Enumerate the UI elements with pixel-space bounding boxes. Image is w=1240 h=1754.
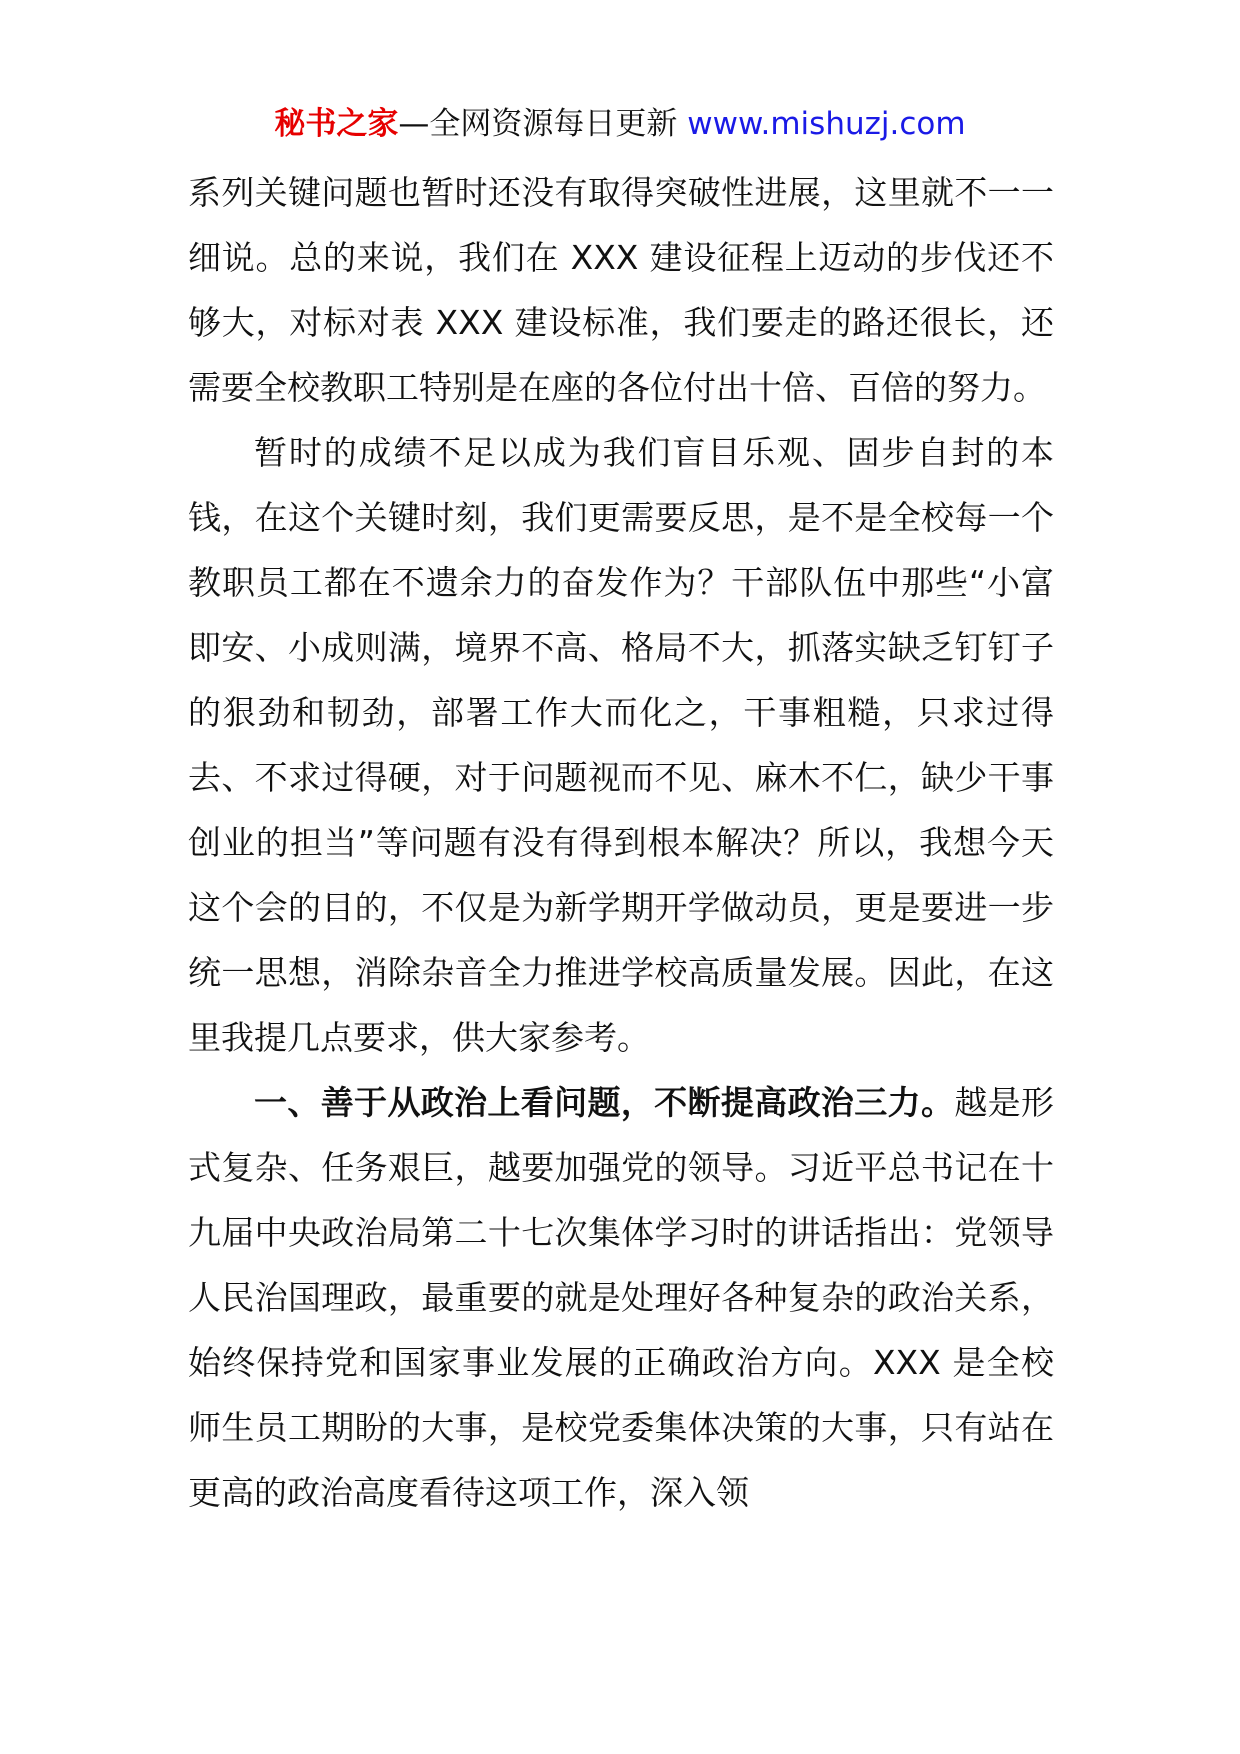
paragraph-requirement-one-text: 越是形式复杂、任务艰巨，越要加强党的领导。习近平总书记在十九届中央政治局第二十七次集体学习时的讲话指出：党领导人民治国理政，最重要的就是处理好各种复杂的政治关系，始终保持党和国家事业发展的正确政治方向。XXX 是全校师生员工期盼的大事，是校党委集体决策的大事，只有站在更高的政治高度看待这项工作，深入领	[188, 1083, 1055, 1512]
site-url-link[interactable]: www.mishuzj.com	[687, 106, 966, 142]
document-body	[188, 160, 1054, 1525]
paragraph-requirement-one	[188, 1070, 1054, 1525]
site-tagline: —全网资源每日更新	[398, 106, 688, 142]
paragraph-continuation: 系列关键问题也暂时还没有取得突破性进展，这里就不一一细说。总的来说，我们在 XXX 建设征程上迈动的步伐还不够大，对标对表 XXX 建设标准，我们要走的路还很长，还需要全校教职工特别是在座的各位付出十倍、百倍的努力。	[188, 173, 1054, 407]
page-header	[0, 100, 1240, 148]
paragraph-reflection: 暂时的成绩不足以成为我们盲目乐观、固步自封的本钱，在这个关键时刻，我们更需要反思，是不是全校每一个教职员工都在不遗余力的奋发作为？干部队伍中那些“小富即安、小成则满，境界不高、格局不大，抓落实缺乏钉钉子的狠劲和韧劲，部署工作大而化之，干事粗糙，只求过得去、不求过得硬，对于问题视而不见、麻木不仁，缺少干事创业的担当”等问题有没有得到根本解决？所以，我想今天这个会的目的，不仅是为新学期开学做动员，更是要进一步统一思想，消除杂音全力推进学校高质量发展。因此，在这里我提几点要求，供大家参考。	[188, 433, 1054, 1057]
site-name: 秘书之家	[274, 106, 399, 142]
section-heading-one: 一、善于从政治上看问题，不断提高政治三力。	[254, 1083, 955, 1122]
